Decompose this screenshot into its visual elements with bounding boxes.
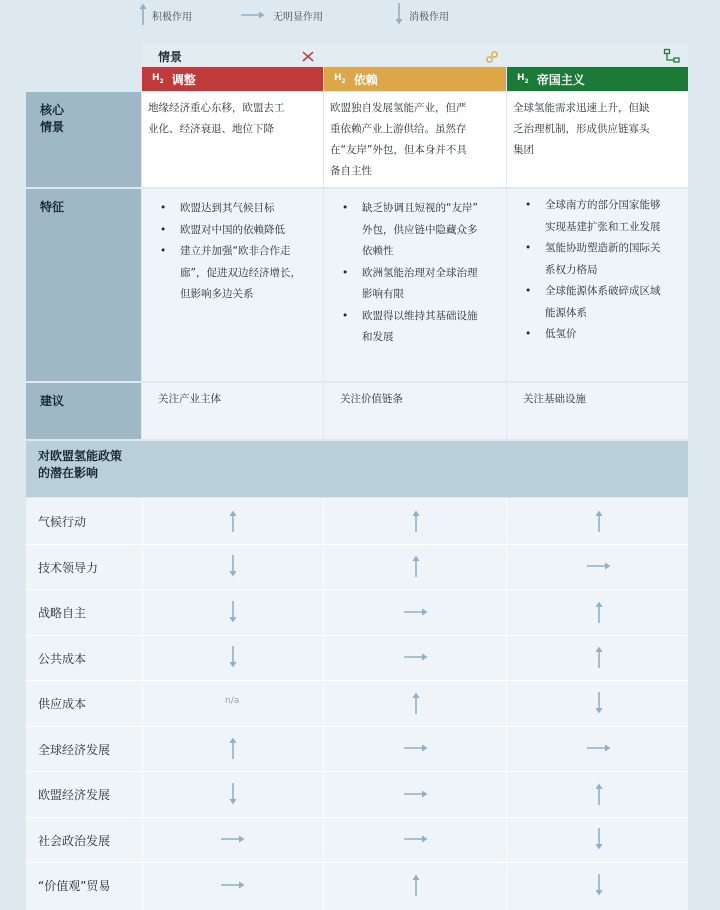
right-arrow-icon (404, 744, 428, 752)
impact-na-text: n/a (225, 695, 240, 706)
core-scenario-label: 核心 情景 (26, 92, 141, 187)
scenario-imperialism-bar (507, 67, 688, 91)
recommendation-cell-adjustment: 关注产业主体 (142, 383, 323, 439)
feature-item: • 氢能协助塑造新的国际关 系权力格局 (513, 238, 682, 281)
impact-row-label: 全球经济发展 (38, 742, 111, 757)
feature-item: • 欧盟对中国的依赖降低 (148, 220, 317, 242)
features-label: 特征 (26, 189, 141, 381)
up-arrow-icon (229, 737, 237, 759)
impact-row-label: 技术领导力 (38, 560, 99, 575)
scenario-dependency-bar (324, 67, 506, 91)
down-arrow-icon (595, 692, 603, 714)
scenario-header-title: 情景 (158, 50, 183, 64)
feature-item: • 欧盟达到其气候目标 (148, 198, 317, 220)
legend-negative: 消极作用 (409, 12, 449, 23)
feature-item: • 全球能源体系破碎成区域 能源体系 (513, 281, 682, 324)
impact-row-label: 战略自主 (38, 606, 87, 620)
up-arrow-icon (412, 555, 420, 577)
right-arrow-icon (221, 835, 245, 843)
right-arrow-icon (404, 653, 428, 661)
impact-row-divider (26, 862, 688, 863)
scenario-adjustment-bar (142, 67, 323, 91)
recommendation-cell-imperialism: 关注基础设施 (507, 383, 688, 439)
up-arrow-icon (412, 874, 420, 896)
impact-row-label: “价值观”贸易 (38, 879, 111, 893)
down-arrow-icon (595, 874, 603, 896)
down-arrow-icon (595, 828, 603, 850)
right-arrow-icon (221, 881, 245, 889)
impact-row-divider (26, 817, 688, 818)
impact-row-label: 欧盟经济发展 (38, 788, 111, 802)
feature-item: • 建立并加强“欧非合作走 廊”，促进双边经济增长， 但影响多边关系 (148, 241, 317, 306)
impact-header-label: 对欧盟氢能政策 的潜在影响 (38, 449, 123, 480)
legend-neutral: 无明显作用 (273, 12, 323, 23)
legend-positive: 积极作用 (152, 12, 192, 23)
scenario-header (142, 44, 688, 66)
right-arrow-icon (404, 835, 428, 843)
right-arrow-icon (587, 562, 611, 570)
down-arrow-icon (229, 646, 237, 668)
hydrogen-label-1: $H_2$ (152, 73, 164, 85)
down-arrow-icon (229, 555, 237, 577)
up-arrow-icon (229, 510, 237, 532)
impact-row-divider (26, 589, 688, 590)
up-arrow-icon (595, 783, 603, 805)
core-cell-dependency: 欧盟独自发展氢能产业，但严 重依赖产业上游供给。虽然存 在“友岸”外包，但本身并不具 备自主性 (324, 92, 506, 187)
recommendation-cell-dependency: 关注价值链条 (324, 383, 506, 439)
hydrogen-label-2: $H_2$ (334, 73, 346, 85)
impact-row-divider (26, 635, 688, 636)
legend-down-arrow-icon (395, 3, 403, 25)
feature-item: • 欧盟得以维持其基础设施 和发展 (330, 306, 500, 349)
up-arrow-icon (412, 510, 420, 532)
feature-item: • 欧洲氢能治理对全球治理 影响有限 (330, 263, 500, 306)
impact-row-divider (26, 726, 688, 727)
core-cell-adjustment: 地缘经济重心东移，欧盟去工 业化、经济衰退、地位下降 (142, 92, 323, 187)
feature-item: • 缺乏协调且短视的“友岸” 外包，供应链中隐藏众多 依赖性 (330, 198, 500, 263)
scenario-adjustment-label: 调整 (171, 72, 196, 87)
core-cell-imperialism: 全球氢能需求迅速上升，但缺 乏治理机制，形成供应链寡头 集团 (507, 92, 688, 187)
scenario-dependency-label: 依赖 (353, 72, 378, 87)
recommendation-label: 建议 (26, 383, 141, 439)
legend-up-arrow-icon (139, 3, 147, 25)
down-arrow-icon (229, 783, 237, 805)
impact-row-label: 气候行动 (38, 515, 87, 529)
impact-header (26, 441, 688, 497)
scenario-imperialism-label: 帝国主义 (536, 72, 585, 87)
right-arrow-icon (404, 790, 428, 798)
up-arrow-icon (595, 601, 603, 623)
link-icon (486, 51, 498, 63)
impact-row-divider (26, 544, 688, 545)
legend-right-arrow-icon (241, 11, 265, 19)
network-icon (664, 49, 680, 63)
impact-row-label: 社会政治发展 (38, 833, 111, 848)
features-cell-adjustment (142, 189, 323, 381)
impact-column-divider (323, 498, 324, 910)
features-cell-imperialism (507, 189, 688, 381)
down-arrow-icon (229, 601, 237, 623)
scissors-icon (302, 51, 314, 62)
up-arrow-icon (412, 692, 420, 714)
impact-row-divider (26, 680, 688, 681)
up-arrow-icon (595, 646, 603, 668)
feature-item: • 低氢价 (513, 324, 682, 346)
features-cell-dependency (324, 189, 506, 381)
impact-row-divider (26, 771, 688, 772)
up-arrow-icon (595, 510, 603, 532)
impact-column-divider (506, 498, 507, 910)
impact-row-label: 供应成本 (38, 697, 87, 711)
impact-rows-background (26, 498, 688, 910)
impact-column-divider (142, 498, 143, 910)
hydrogen-label-3: $H_2$ (517, 73, 529, 85)
impact-row-label: 公共成本 (38, 651, 87, 666)
right-arrow-icon (587, 744, 611, 752)
right-arrow-icon (404, 608, 428, 616)
feature-item: • 全球南方的部分国家能够 实现基建扩张和工业发展 (513, 195, 682, 238)
